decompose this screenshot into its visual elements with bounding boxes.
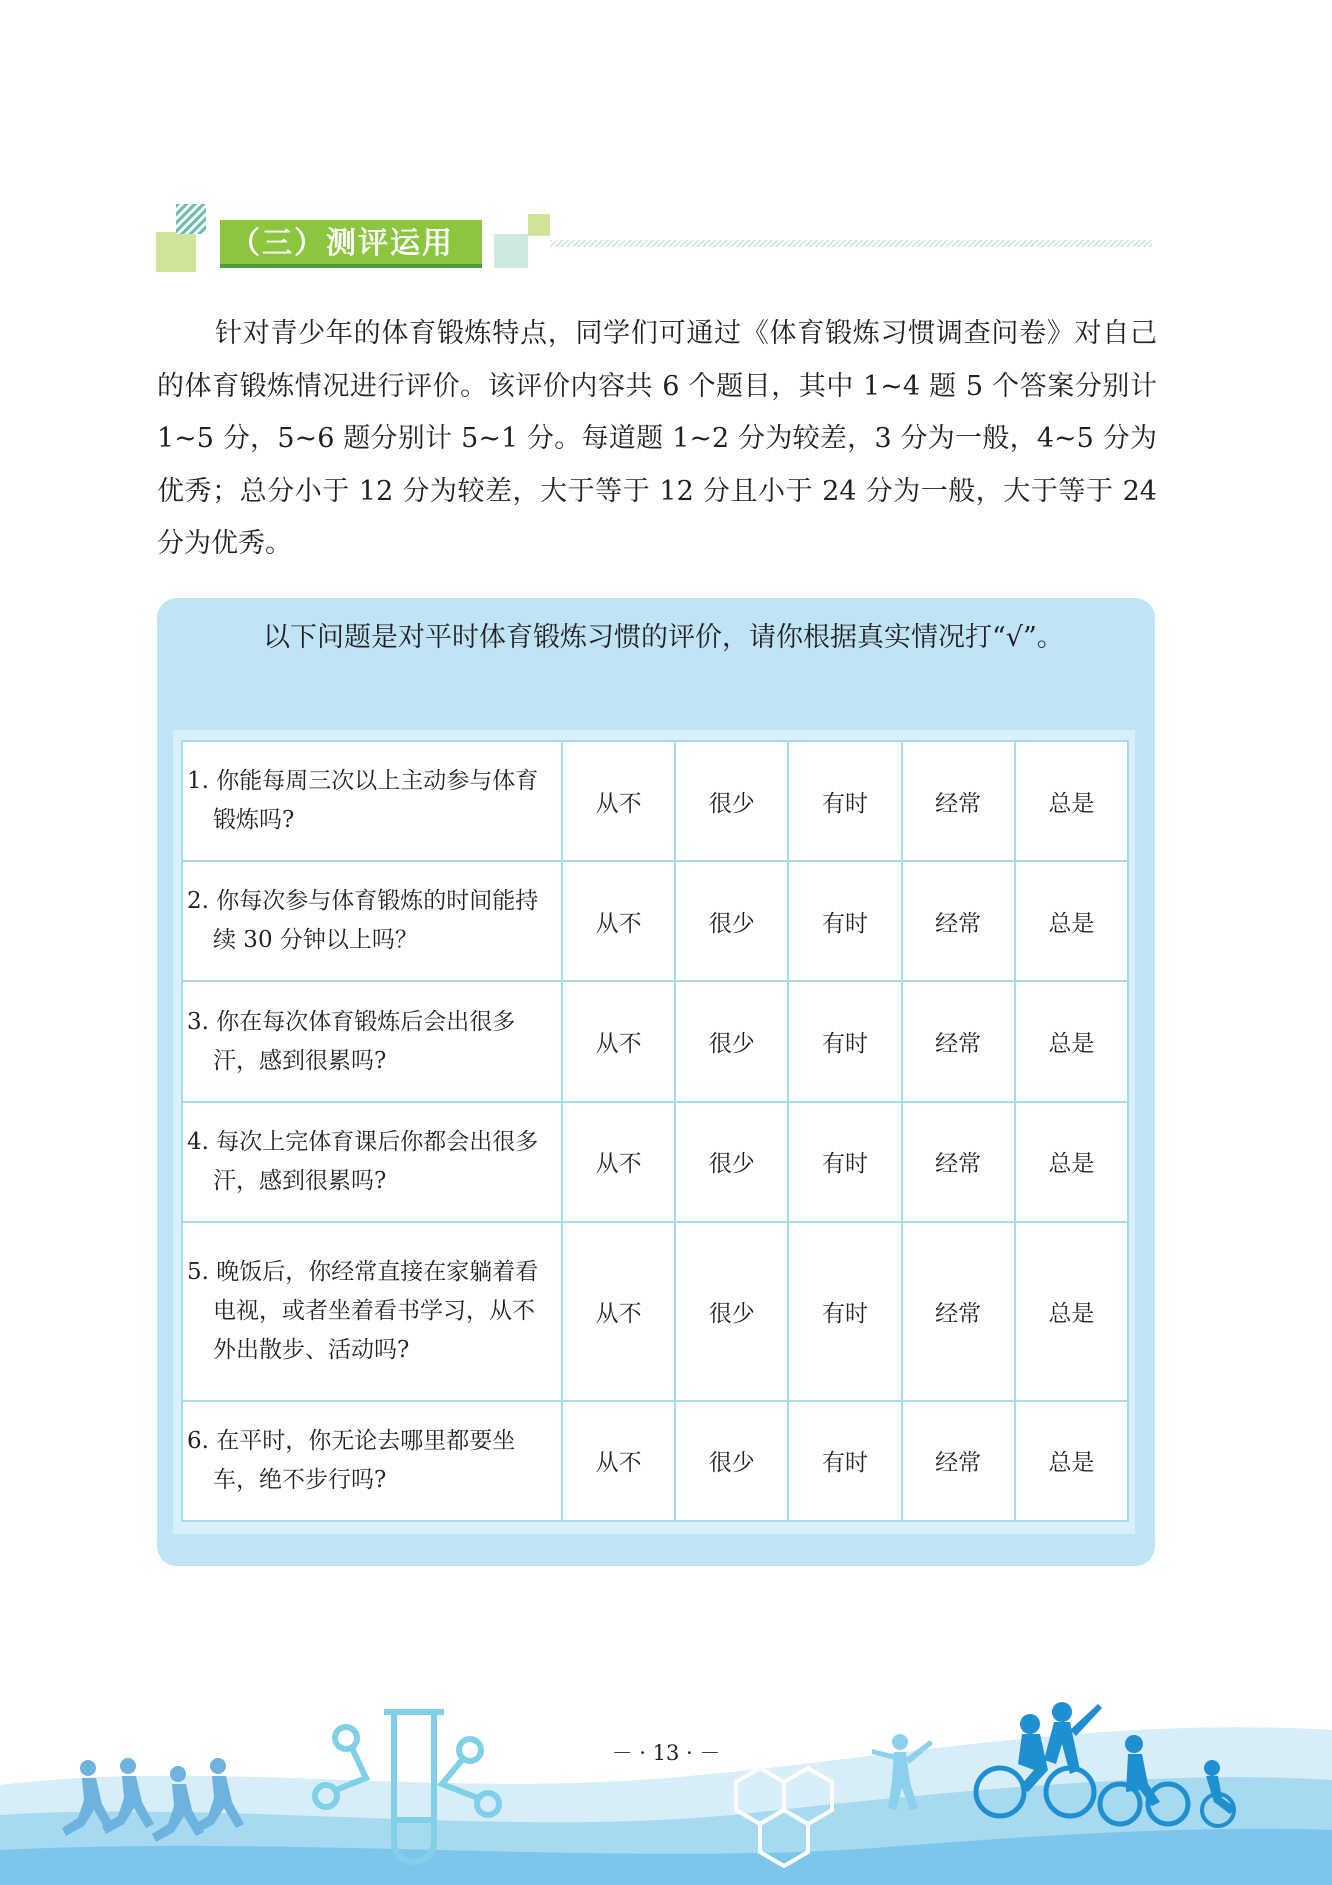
answer-option-cell[interactable]: 有时	[788, 861, 901, 981]
answer-option-cell[interactable]: 总是	[1015, 861, 1128, 981]
decor-square	[156, 232, 196, 272]
page-number: － · 13 · －	[611, 1741, 721, 1765]
questionnaire-table	[181, 740, 1129, 1522]
answer-option-cell[interactable]: 很少	[675, 741, 788, 861]
table-row	[182, 981, 1128, 1101]
questionnaire-panel	[157, 598, 1155, 1566]
answer-option-cell[interactable]: 经常	[902, 861, 1015, 981]
answer-option-cell[interactable]: 经常	[902, 741, 1015, 861]
table-row	[182, 1401, 1128, 1521]
table-row	[182, 1222, 1128, 1401]
answer-option-cell[interactable]: 总是	[1015, 1222, 1128, 1401]
answer-option-cell[interactable]: 很少	[675, 1222, 788, 1401]
answer-option-cell[interactable]: 很少	[675, 861, 788, 981]
section-title: （三）测评运用	[230, 226, 454, 261]
answer-option-cell[interactable]: 从不	[562, 1401, 675, 1521]
question-cell	[182, 1222, 562, 1401]
panel-instruction: 以下问题是对平时体育锻炼习惯的评价，请你根据真实情况打“√”。	[263, 622, 1064, 653]
answer-option-cell[interactable]: 总是	[1015, 1401, 1128, 1521]
answer-option-cell[interactable]: 有时	[788, 741, 901, 861]
question-text: 3. 你在每次体育锻炼后会出很多汗，感到很累吗?	[187, 1008, 516, 1074]
answer-option-cell[interactable]: 很少	[675, 1102, 788, 1222]
question-cell	[182, 861, 562, 981]
question-text: 5. 晚饭后，你经常直接在家躺着看电视，或者坐着看书学习，从不外出散步、活动吗?	[187, 1258, 539, 1363]
answer-option-cell[interactable]: 从不	[562, 741, 675, 861]
section-header	[156, 204, 1156, 276]
answer-option-cell[interactable]: 从不	[562, 861, 675, 981]
answer-option-cell[interactable]: 很少	[675, 981, 788, 1101]
table-row	[182, 1102, 1128, 1222]
answer-option-cell[interactable]: 总是	[1015, 1102, 1128, 1222]
answer-option-cell[interactable]: 有时	[788, 1401, 901, 1521]
answer-option-cell[interactable]: 有时	[788, 981, 901, 1101]
answer-option-cell[interactable]: 经常	[902, 1401, 1015, 1521]
answer-option-cell[interactable]: 有时	[788, 1222, 901, 1401]
table-row	[182, 741, 1128, 861]
footer-illustration	[0, 1700, 1332, 1885]
decor-striped-square	[176, 204, 206, 234]
section-divider-line	[550, 240, 1152, 247]
question-text: 6. 在平时，你无论去哪里都要坐车，绝不步行吗?	[187, 1427, 516, 1493]
question-text: 2. 你每次参与体育锻炼的时间能持续 30 分钟以上吗？	[187, 888, 539, 954]
question-cell	[182, 981, 562, 1101]
answer-option-cell[interactable]: 从不	[562, 981, 675, 1101]
intro-paragraph: 针对青少年的体育锻炼特点，同学们可通过《体育锻炼习惯调查问卷》对自己的体育锻炼情况进行评价。该评价内容共 6 个题目，其中 1~4 题 5 个答案分别计 1~5 分，5~6 题分别计 5~1 分。每道题 1~2 分为较差，3 分为一般，4~5 分为优秀；总分小于 12 分为较差，大于等于 12 分且小于 24 分为一般，大于等于 24 分为优秀。	[157, 318, 1157, 559]
questionnaire-table-frame	[173, 730, 1135, 1534]
panel-instruction-block	[217, 612, 1117, 664]
question-text: 1. 你能每周三次以上主动参与体育锻炼吗?	[187, 768, 539, 834]
table-row	[182, 861, 1128, 981]
answer-option-cell[interactable]: 经常	[902, 1102, 1015, 1222]
question-text: 4. 每次上完体育课后你都会出很多汗，感到很累吗?	[187, 1128, 539, 1194]
answer-option-cell[interactable]: 从不	[562, 1222, 675, 1401]
question-cell	[182, 741, 562, 861]
answer-option-cell[interactable]: 有时	[788, 1102, 901, 1222]
decor-square	[528, 214, 550, 236]
answer-option-cell[interactable]: 从不	[562, 1102, 675, 1222]
decor-square	[494, 234, 528, 268]
question-cell	[182, 1102, 562, 1222]
question-cell	[182, 1401, 562, 1521]
answer-option-cell[interactable]: 经常	[902, 1222, 1015, 1401]
answer-option-cell[interactable]: 经常	[902, 981, 1015, 1101]
answer-option-cell[interactable]: 总是	[1015, 981, 1128, 1101]
answer-option-cell[interactable]: 总是	[1015, 741, 1128, 861]
answer-option-cell[interactable]: 很少	[675, 1401, 788, 1521]
intro-text-block	[157, 308, 1157, 571]
